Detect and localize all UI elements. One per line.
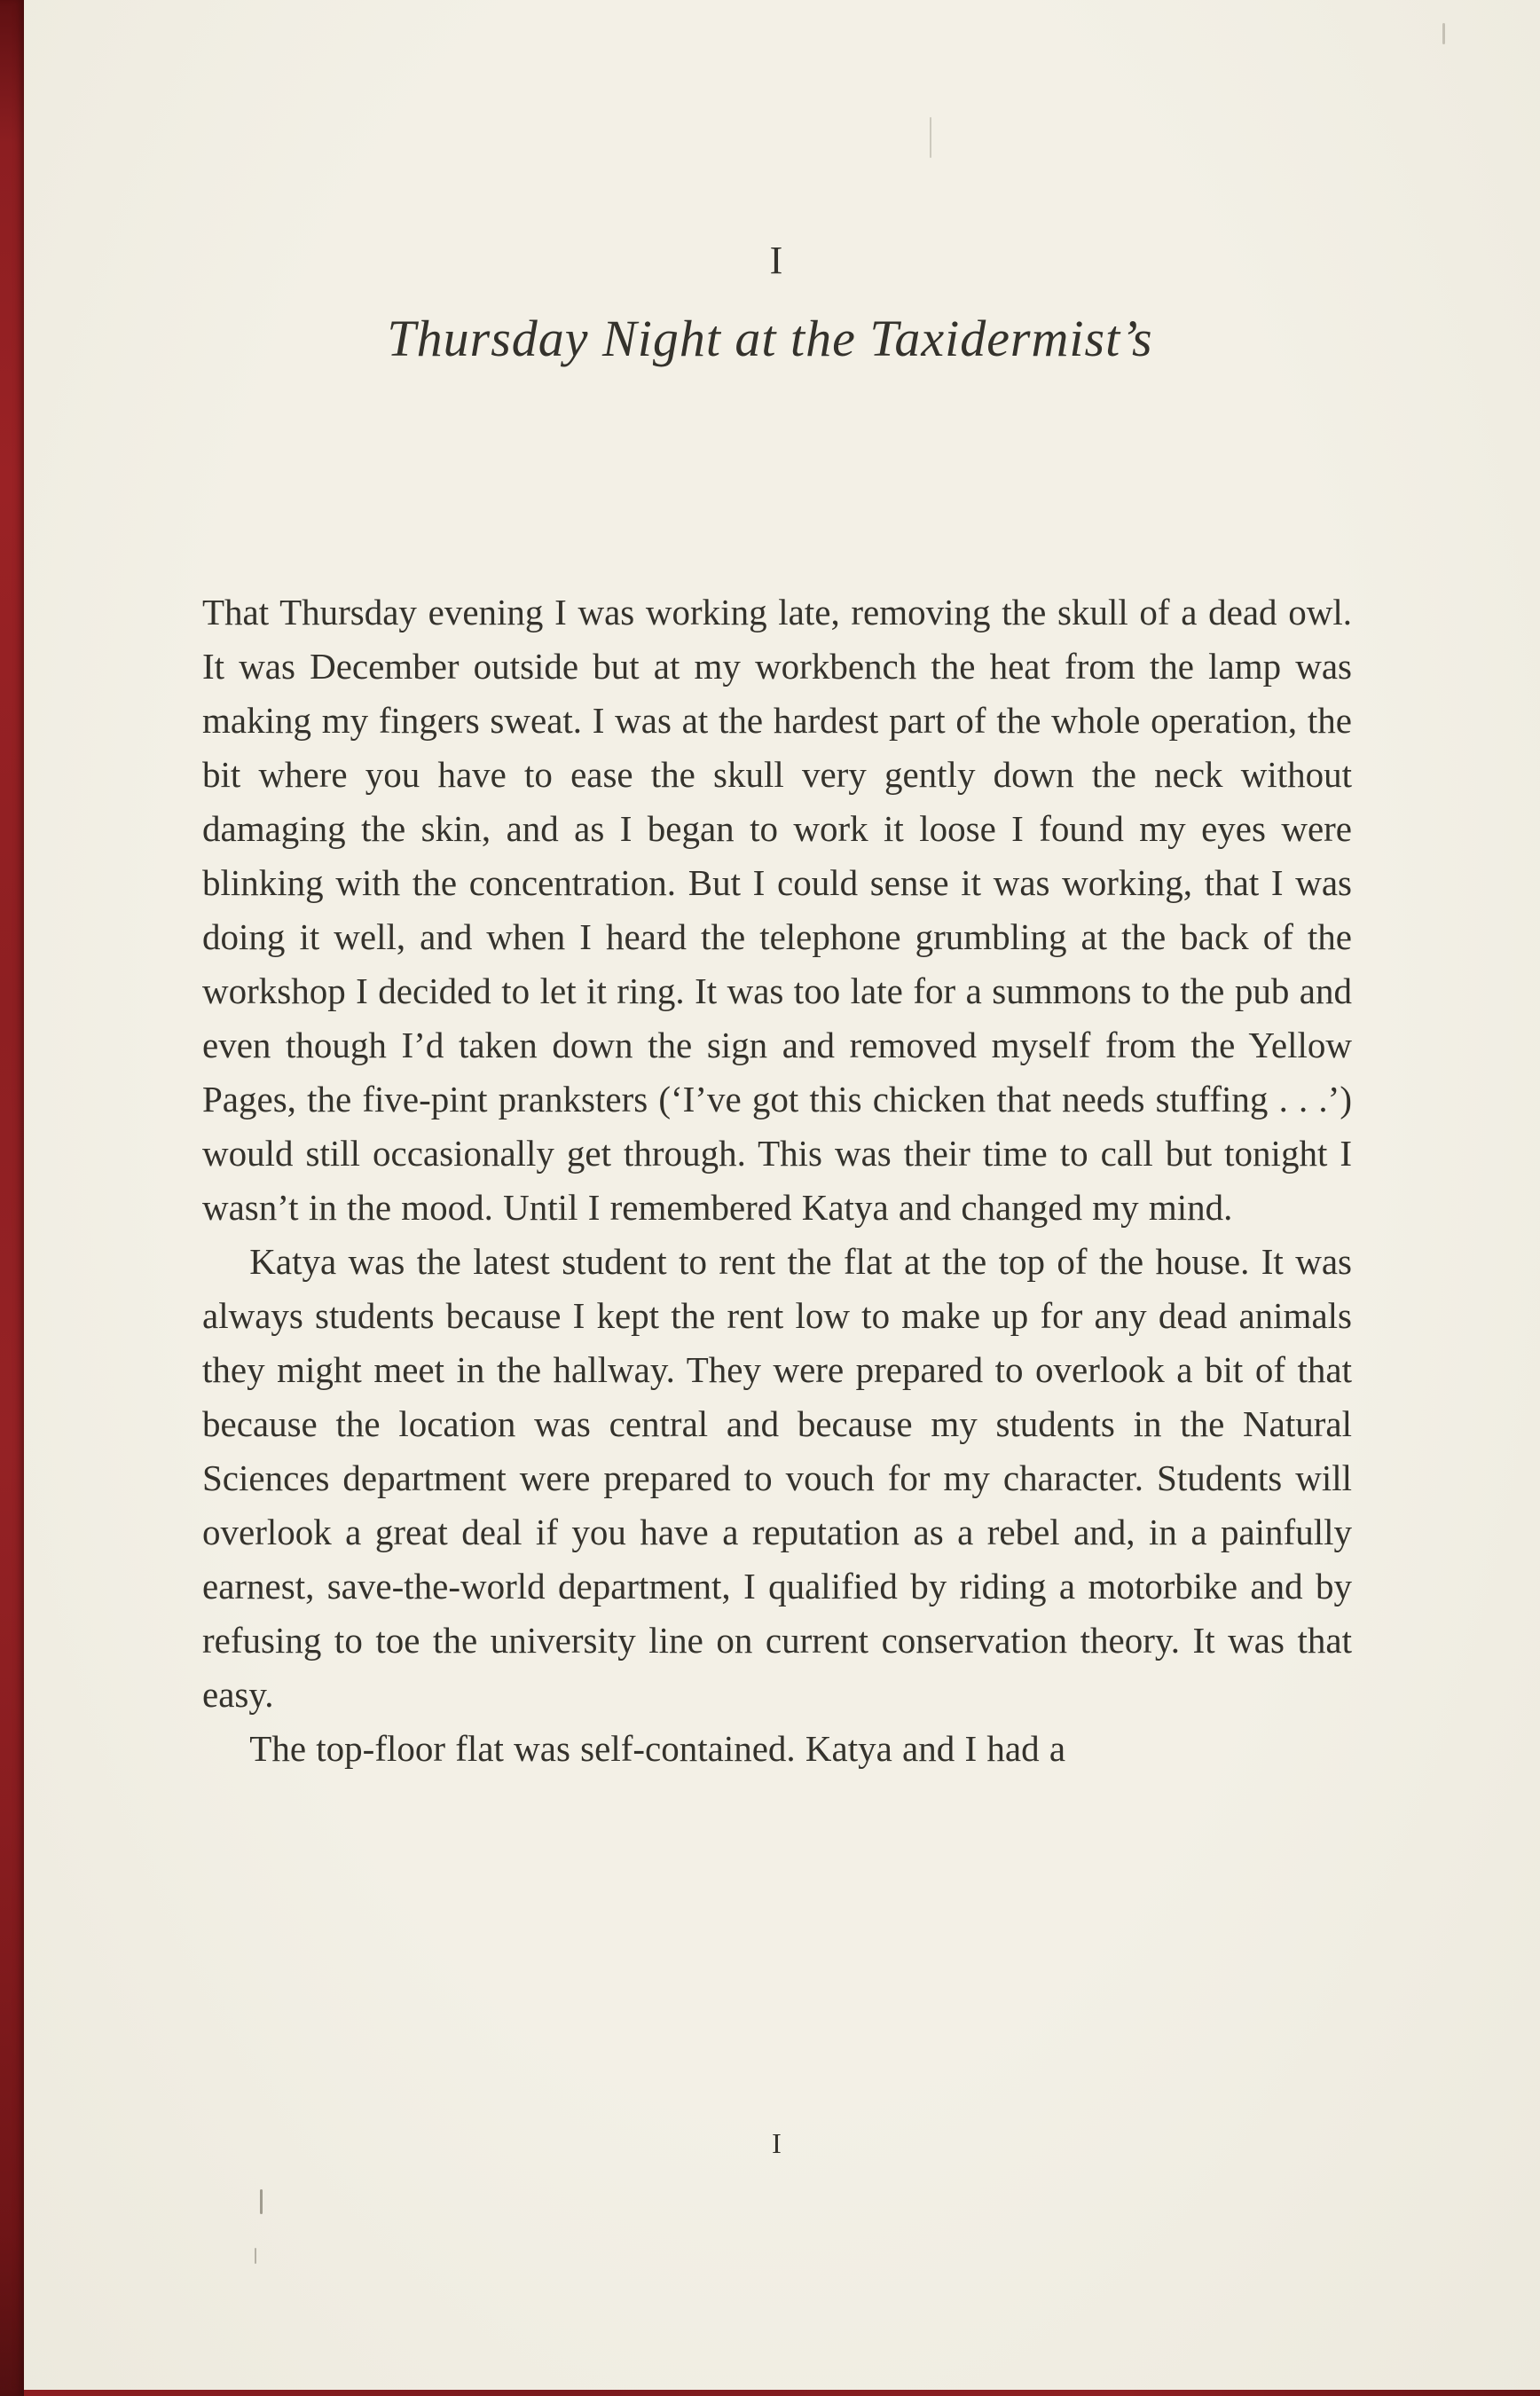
paragraph-1: That Thursday evening I was working late, removing the skull of a dead owl. It was December outside but at my workbench the heat from the lamp was making my fingers sweat. I was at the hardest part of the whole operation, the bit where you have to ease the skull very gently down the neck without damaging the skin, and as I began to work it loose I found my eyes were blinking with the concentration. But I could sense it was working, that I was doing it well, and when I heard the telephone grumbling at the back of the workshop I decided to let it ring. It was too late for a summons to the pub and even though I’d taken down the sign and removed myself from the Yellow Pages, the five-pint pranksters (‘I’ve got this chicken that needs stuffing . . .’) would still occasionally get through. This was their time to call but tonight I wasn’t in the mood. Until I remembered Katya and changed my mind. (202, 592, 1352, 1228)
scan-artifact (1442, 23, 1445, 44)
page-bottom-edge (24, 2390, 1540, 2396)
book-spine-edge (0, 0, 24, 2396)
scan-artifact (255, 2248, 256, 2264)
body-text (202, 585, 1352, 1776)
scan-artifact (260, 2189, 263, 2214)
chapter-title: Thursday Night at the Taxidermist’s (387, 310, 1153, 367)
page-number: I (772, 2127, 782, 2159)
paragraph-2: Katya was the latest student to rent the flat at the top of the house. It was always students because I kept the rent low to make up for any dead animals they might meet in the hallway. They were prepared to overlook a bit of that because the location was central and because my students in the Natural Sciences department were prepared to vouch for my character. Students will overlook a great deal if you have a reputation as a rebel and, in a painfully earnest, save-the-world department, I qualified by riding a motorbike and by refusing to toe the university line on current conservation theory. It was that easy. (202, 1241, 1352, 1715)
paragraph-3: The top-floor flat was self-contained. Katya and I had a (249, 1728, 1066, 1769)
scan-artifact (930, 117, 931, 158)
chapter-number: I (769, 239, 785, 282)
